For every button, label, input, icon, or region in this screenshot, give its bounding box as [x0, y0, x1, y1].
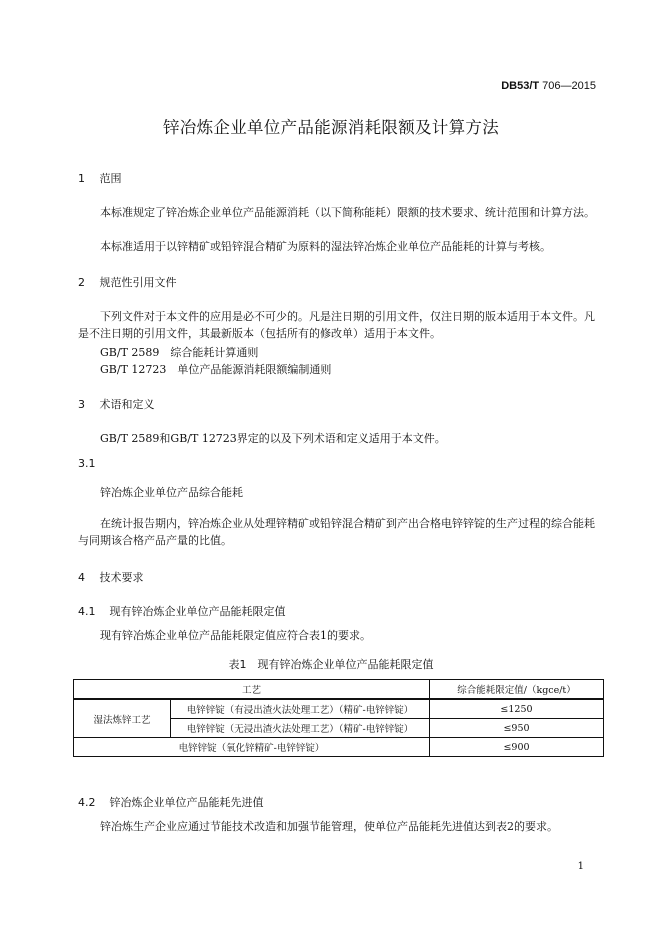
process-cell: 电锌锌锭（无浸出渣火法处理工艺）（精矿-电锌锌锭）: [171, 719, 430, 738]
subsection-4-2-paragraph: 锌冶炼生产企业应通过节能技术改造和加强节能管理，使单位产品能耗先进值达到表2的要求。: [100, 820, 558, 833]
table-header-row: [74, 680, 604, 700]
term-title: 锌冶炼企业单位产品综合能耗: [100, 486, 243, 499]
standard-number: [501, 80, 596, 92]
section-4-title: 技术要求: [99, 571, 144, 584]
section-4-heading: [78, 569, 144, 585]
section-3-number: 3: [78, 398, 85, 411]
subsection-3-1-number: 3.1: [78, 457, 96, 470]
subsection-4-1-number: 4.1: [78, 605, 96, 618]
table-1-caption: 表1 现有锌冶炼企业单位产品能耗限定值: [228, 658, 434, 671]
section-1-number: 1: [78, 172, 85, 185]
term-definition: 在统计报告期内，锌冶炼企业从处理锌精矿或铅锌混合精矿到产出合格电锌锌锭的生产过程的综合能耗与同期该合格产品产量的比值。: [78, 517, 595, 547]
section-3-paragraph-1: GB/T 2589和GB/T 12723界定的以及下列术语和定义适用于本文件。: [100, 432, 446, 445]
section-1-heading: [78, 170, 122, 186]
table-row: [74, 738, 604, 757]
section-3-title: 术语和定义: [99, 398, 155, 411]
section-1-paragraph-1: 本标准规定了锌冶炼企业单位产品能源消耗（以下简称能耗）限额的技术要求、统计范围和计算方法。: [100, 206, 595, 219]
process-cell: 电锌锌锭（有浸出渣火法处理工艺）（精矿-电锌锌锭）: [171, 699, 430, 719]
reference-item: GB/T 12723 单位产品能源消耗限额编制通则: [100, 363, 332, 376]
section-2-number: 2: [78, 276, 85, 289]
standard-code: 706—2015: [542, 80, 596, 92]
standard-prefix: DB53/T: [501, 80, 540, 92]
reference-item: GB/T 2589 综合能耗计算通则: [100, 346, 259, 359]
process-group: 湿法炼锌工艺: [74, 699, 171, 738]
subsection-4-1-title: 现有锌冶炼企业单位产品能耗限定值: [109, 605, 286, 618]
section-1-paragraph-2: 本标准适用于以锌精矿或铅锌混合精矿为原料的湿法锌冶炼企业单位产品能耗的计算与考核。: [100, 240, 551, 253]
section-3-heading: [78, 396, 155, 412]
subsection-4-1-heading: [78, 603, 286, 619]
limit-cell: ≤1250: [430, 699, 604, 719]
limit-cell: ≤950: [430, 719, 604, 738]
limit-cell: ≤900: [430, 738, 604, 757]
subsection-4-2-heading: [78, 794, 264, 810]
section-2-title: 规范性引用文件: [99, 276, 177, 289]
subsection-4-1-paragraph: 现有锌冶炼企业单位产品能耗限定值应符合表1的要求。: [100, 629, 371, 642]
header-process: 工艺: [74, 680, 430, 700]
document-title: 锌冶炼企业单位产品能源消耗限额及计算方法: [163, 118, 499, 137]
subsection-4-2-number: 4.2: [78, 796, 96, 809]
section-2-paragraph-1: 下列文件对于本文件的应用是必不可少的。凡是注日期的引用文件，仅注日期的版本适用于本文件。凡是不注日期的引用文件，其最新版本（包括所有的修改单）适用于本文件。: [78, 310, 595, 340]
section-2-heading: [78, 274, 177, 290]
table-row: [74, 699, 604, 719]
page-number: 1: [577, 861, 584, 872]
subsection-4-2-title: 锌冶炼企业单位产品能耗先进值: [109, 796, 264, 809]
header-limit: 综合能耗限定值/（kgce/t）: [430, 680, 604, 700]
section-1-title: 范围: [99, 172, 122, 185]
table-1: [73, 679, 604, 757]
process-cell: 电锌锌锭（氧化锌精矿-电锌锌锭）: [74, 738, 430, 757]
section-4-number: 4: [78, 571, 85, 584]
